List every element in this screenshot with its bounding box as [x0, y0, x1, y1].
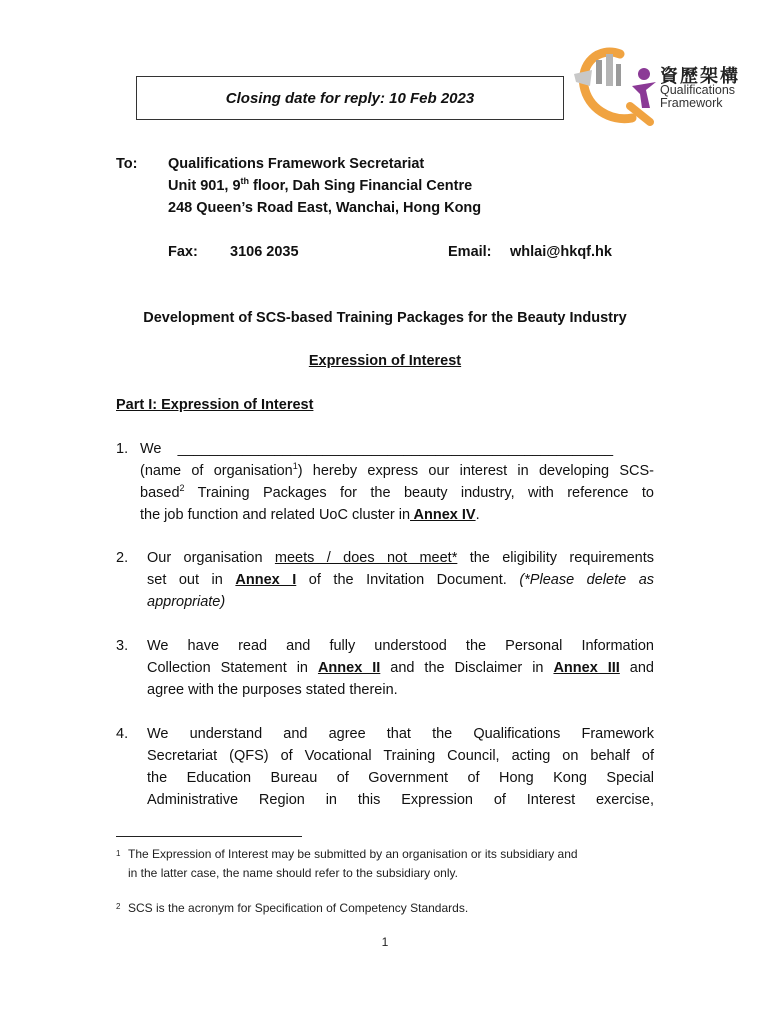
- email-value: whlai@hkqf.hk: [510, 244, 612, 260]
- footnote-1: The Expression of Interest may be submitted by an organisation or its subsidiary and in the latter case, the name should refer to the subsidiary only.: [128, 847, 578, 880]
- address-line-1: Qualifications Framework Secretariat: [168, 156, 425, 172]
- item-3-number: 3.: [116, 638, 129, 654]
- document-title: Development of SCS-based Training Packages for the Beauty Industry: [143, 310, 627, 326]
- item-1-line-4: the job function and related UoC cluster in Annex IV.: [140, 507, 480, 523]
- item-4-number: 4.: [116, 726, 129, 742]
- to-label: To:: [116, 156, 138, 172]
- footnote-2-number: 2: [116, 902, 121, 911]
- logo-chinese-text: 資歷架構: [660, 66, 740, 86]
- logo-english-line-1: Qualifications: [660, 83, 736, 97]
- item-4-line-1: We understand and agree that the Qualifications Framework: [147, 726, 654, 742]
- address-line-2: Unit 901, 9th floor, Dah Sing Financial Centre: [168, 176, 473, 194]
- page-number: 1: [381, 935, 389, 949]
- email-label: Email:: [448, 244, 492, 260]
- item-1-number: 1.: [116, 441, 129, 457]
- annex-ii-link: Annex II: [317, 660, 381, 676]
- document-subtitle: Expression of Interest: [308, 353, 462, 369]
- address-line-3: 248 Queen’s Road East, Wanchai, Hong Kong: [168, 200, 482, 216]
- item-2-line-2: set out in Annex I of the Invitation Document. (*Please delete as: [147, 572, 655, 588]
- item-3-line-1: We have read and fully understood the Personal Information: [147, 638, 654, 654]
- footnote-2: SCS is the acronym for Specification of Competency Standards.: [128, 901, 469, 915]
- item-3-body: [147, 635, 654, 701]
- item-3-line-2: Collection Statement in Annex II and the Disclaimer in Annex III and: [147, 660, 654, 676]
- item-4-line-3: the Education Bureau of Government of Hong Kong Special: [147, 770, 654, 786]
- item-2-line-1: Our organisation meets / does not meet* the eligibility requirements: [147, 550, 655, 566]
- fax-label: Fax:: [168, 244, 198, 260]
- logo-english-text: [660, 84, 735, 110]
- annex-i-link: Annex I: [235, 572, 297, 588]
- footnote-1-number: 1: [116, 849, 121, 858]
- item-4-line-4: Administrative Region in this Expression of Interest exercise,: [147, 792, 654, 808]
- item-1-line-2: (name of organisation$^1$) hereby express our interest in developing SCS-: [140, 461, 654, 479]
- item-2-body: [147, 547, 654, 613]
- item-1-line-1: We ______________________________________________________: [140, 441, 614, 457]
- logo-english-line-2: Framework: [660, 96, 723, 110]
- item-4-line-2: Secretariat (QFS) of Vocational Training Council, acting on behalf of: [147, 748, 654, 764]
- fax-value: 3106 2035: [230, 244, 299, 260]
- annex-iv-link: Annex IV: [410, 507, 476, 523]
- annex-iii-link: Annex III: [553, 660, 620, 676]
- item-1-body: [140, 460, 654, 526]
- organisation-name-blank[interactable]: ______________________________________________________: [177, 441, 614, 457]
- closing-date-text: Closing date for reply: 10 Feb 2023: [225, 89, 475, 107]
- closing-date-box: [136, 76, 564, 120]
- item-2-line-3: appropriate): [147, 594, 226, 610]
- footnote-separator: [116, 836, 302, 837]
- item-3-line-3: agree with the purposes stated therein.: [147, 682, 398, 698]
- item-2-number: 2.: [116, 550, 129, 566]
- item-1-line-3: based$^2$ Training Packages for the beauty industry, with reference to: [140, 483, 654, 501]
- part-heading: Part I: Expression of Interest: [116, 397, 314, 413]
- item-4-body: [147, 723, 654, 811]
